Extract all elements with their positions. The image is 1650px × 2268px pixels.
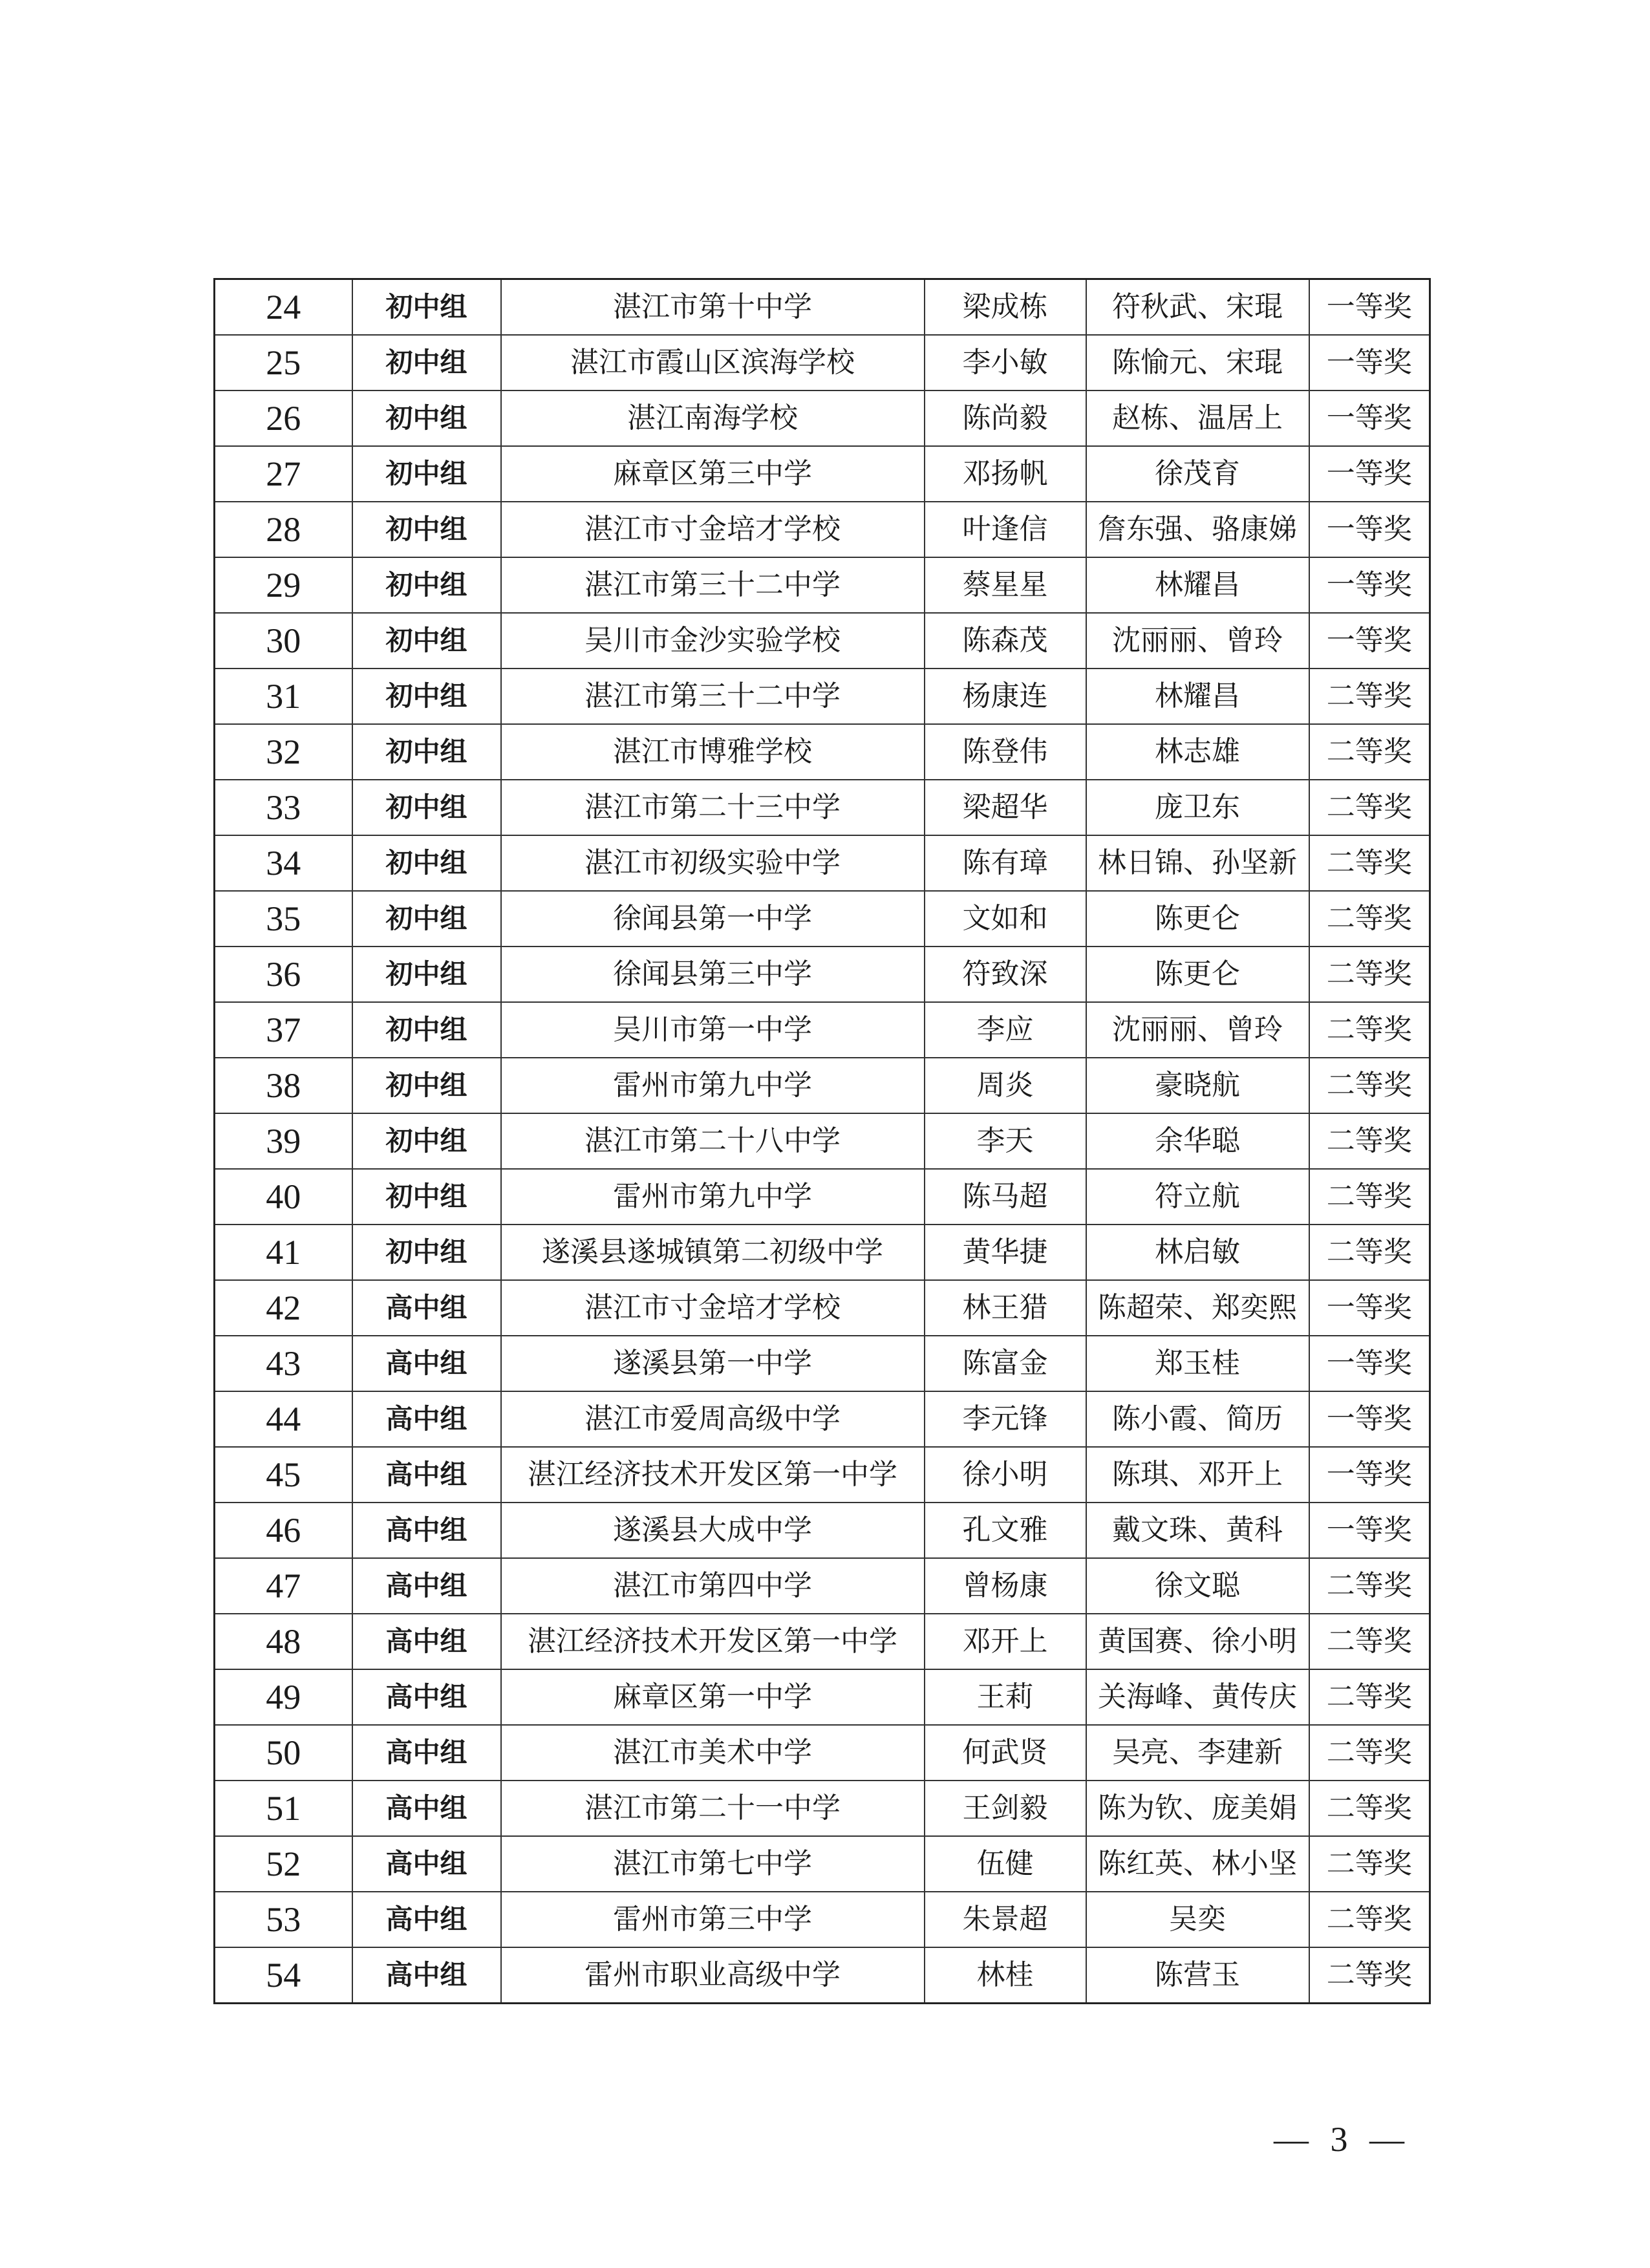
teacher-cell: 赵栋、温居上 — [1086, 390, 1309, 446]
group-cell: 初中组 — [352, 1169, 501, 1225]
teacher-cell: 陈为钦、庞美娟 — [1086, 1781, 1309, 1836]
group-cell: 初中组 — [352, 947, 501, 1002]
table-row — [215, 724, 1430, 780]
row-number: 46 — [215, 1503, 352, 1558]
teacher-cell: 陈更仑 — [1086, 891, 1309, 947]
student-cell: 陈有璋 — [925, 835, 1086, 891]
school-cell: 湛江市霞山区滨海学校 — [501, 335, 925, 390]
teacher-cell: 郑玉桂 — [1086, 1336, 1309, 1391]
group-cell: 高中组 — [352, 1447, 501, 1503]
group-cell: 初中组 — [352, 390, 501, 446]
award-cell: 二等奖 — [1309, 947, 1430, 1002]
row-number: 50 — [215, 1725, 352, 1781]
row-number: 24 — [215, 279, 352, 336]
table-row — [215, 613, 1430, 669]
group-cell: 初中组 — [352, 1002, 501, 1058]
student-cell: 符致深 — [925, 947, 1086, 1002]
teacher-cell: 林志雄 — [1086, 724, 1309, 780]
award-cell: 二等奖 — [1309, 1892, 1430, 1947]
table-row — [215, 1447, 1430, 1503]
school-cell: 麻章区第一中学 — [501, 1669, 925, 1725]
group-cell: 高中组 — [352, 1280, 501, 1336]
school-cell: 雷州市第九中学 — [501, 1058, 925, 1113]
table-row — [215, 1002, 1430, 1058]
group-cell: 初中组 — [352, 446, 501, 502]
row-number: 45 — [215, 1447, 352, 1503]
row-number: 37 — [215, 1002, 352, 1058]
student-cell: 陈森茂 — [925, 613, 1086, 669]
table-row — [215, 1892, 1430, 1947]
row-number: 33 — [215, 780, 352, 835]
row-number: 32 — [215, 724, 352, 780]
teacher-cell: 陈红英、林小坚 — [1086, 1836, 1309, 1892]
table-row — [215, 279, 1430, 336]
teacher-cell: 庞卫东 — [1086, 780, 1309, 835]
group-cell: 初中组 — [352, 502, 501, 557]
school-cell: 吴川市金沙实验学校 — [501, 613, 925, 669]
student-cell: 邓扬帆 — [925, 446, 1086, 502]
award-cell: 二等奖 — [1309, 1836, 1430, 1892]
row-number: 38 — [215, 1058, 352, 1113]
group-cell: 高中组 — [352, 1503, 501, 1558]
award-cell: 一等奖 — [1309, 1391, 1430, 1447]
school-cell: 雷州市职业高级中学 — [501, 1947, 925, 2004]
group-cell: 初中组 — [352, 669, 501, 724]
award-cell: 二等奖 — [1309, 1113, 1430, 1169]
teacher-cell: 符立航 — [1086, 1169, 1309, 1225]
row-number: 34 — [215, 835, 352, 891]
table-row — [215, 835, 1430, 891]
student-cell: 邓开上 — [925, 1614, 1086, 1669]
table-row — [215, 1725, 1430, 1781]
award-cell: 一等奖 — [1309, 446, 1430, 502]
school-cell: 湛江市第三十二中学 — [501, 557, 925, 613]
row-number: 41 — [215, 1225, 352, 1280]
table-row — [215, 669, 1430, 724]
group-cell: 初中组 — [352, 335, 501, 390]
row-number: 44 — [215, 1391, 352, 1447]
table-row — [215, 1947, 1430, 2004]
award-cell: 二等奖 — [1309, 1781, 1430, 1836]
table-row — [215, 1614, 1430, 1669]
teacher-cell: 吴亮、李建新 — [1086, 1725, 1309, 1781]
group-cell: 高中组 — [352, 1781, 501, 1836]
school-cell: 雷州市第九中学 — [501, 1169, 925, 1225]
school-cell: 湛江市寸金培才学校 — [501, 502, 925, 557]
table-row — [215, 1669, 1430, 1725]
school-cell: 雷州市第三中学 — [501, 1892, 925, 1947]
teacher-cell: 黄国赛、徐小明 — [1086, 1614, 1309, 1669]
row-number: 39 — [215, 1113, 352, 1169]
award-cell: 二等奖 — [1309, 1558, 1430, 1614]
group-cell: 初中组 — [352, 1113, 501, 1169]
group-cell: 高中组 — [352, 1614, 501, 1669]
group-cell: 初中组 — [352, 724, 501, 780]
row-number: 29 — [215, 557, 352, 613]
row-number: 48 — [215, 1614, 352, 1669]
group-cell: 高中组 — [352, 1669, 501, 1725]
award-cell: 二等奖 — [1309, 669, 1430, 724]
student-cell: 朱景超 — [925, 1892, 1086, 1947]
award-cell: 二等奖 — [1309, 724, 1430, 780]
school-cell: 湛江市第二十三中学 — [501, 780, 925, 835]
award-cell: 一等奖 — [1309, 279, 1430, 336]
school-cell: 吴川市第一中学 — [501, 1002, 925, 1058]
group-cell: 初中组 — [352, 1225, 501, 1280]
row-number: 35 — [215, 891, 352, 947]
award-table — [213, 278, 1431, 2004]
teacher-cell: 陈营玉 — [1086, 1947, 1309, 2004]
row-number: 52 — [215, 1836, 352, 1892]
table-row — [215, 1280, 1430, 1336]
row-number: 40 — [215, 1169, 352, 1225]
table-row — [215, 1781, 1430, 1836]
table-row — [215, 557, 1430, 613]
teacher-cell: 陈超荣、郑奕熙 — [1086, 1280, 1309, 1336]
award-cell: 二等奖 — [1309, 1225, 1430, 1280]
school-cell: 遂溪县第一中学 — [501, 1336, 925, 1391]
group-cell: 高中组 — [352, 1558, 501, 1614]
group-cell: 初中组 — [352, 1058, 501, 1113]
award-cell: 一等奖 — [1309, 1503, 1430, 1558]
teacher-cell: 徐文聪 — [1086, 1558, 1309, 1614]
teacher-cell: 吴奕 — [1086, 1892, 1309, 1947]
teacher-cell: 戴文珠、黄科 — [1086, 1503, 1309, 1558]
school-cell: 麻章区第三中学 — [501, 446, 925, 502]
row-number: 30 — [215, 613, 352, 669]
row-number: 25 — [215, 335, 352, 390]
award-cell: 一等奖 — [1309, 613, 1430, 669]
school-cell: 遂溪县遂城镇第二初级中学 — [501, 1225, 925, 1280]
page-number: — 3 — — [1274, 2120, 1411, 2159]
teacher-cell: 符秋武、宋琨 — [1086, 279, 1309, 336]
student-cell: 叶逢信 — [925, 502, 1086, 557]
school-cell: 湛江市第七中学 — [501, 1836, 925, 1892]
row-number: 43 — [215, 1336, 352, 1391]
award-cell: 一等奖 — [1309, 335, 1430, 390]
student-cell: 林桂 — [925, 1947, 1086, 2004]
group-cell: 高中组 — [352, 1947, 501, 2004]
student-cell: 林王猎 — [925, 1280, 1086, 1336]
teacher-cell: 豪晓航 — [1086, 1058, 1309, 1113]
group-cell: 高中组 — [352, 1725, 501, 1781]
table-row — [215, 1836, 1430, 1892]
award-cell: 一等奖 — [1309, 502, 1430, 557]
award-cell: 二等奖 — [1309, 1002, 1430, 1058]
table-row — [215, 780, 1430, 835]
teacher-cell: 陈更仑 — [1086, 947, 1309, 1002]
table-row — [215, 502, 1430, 557]
student-cell: 陈富金 — [925, 1336, 1086, 1391]
table-row — [215, 1225, 1430, 1280]
award-cell: 二等奖 — [1309, 891, 1430, 947]
row-number: 53 — [215, 1892, 352, 1947]
student-cell: 李小敏 — [925, 335, 1086, 390]
table-row — [215, 1058, 1430, 1113]
row-number: 31 — [215, 669, 352, 724]
row-number: 28 — [215, 502, 352, 557]
row-number: 51 — [215, 1781, 352, 1836]
school-cell: 湛江市初级实验中学 — [501, 835, 925, 891]
teacher-cell: 陈愉元、宋琨 — [1086, 335, 1309, 390]
school-cell: 湛江市第十中学 — [501, 279, 925, 336]
row-number: 27 — [215, 446, 352, 502]
student-cell: 王剑毅 — [925, 1781, 1086, 1836]
student-cell: 曾杨康 — [925, 1558, 1086, 1614]
teacher-cell: 詹东强、骆康娣 — [1086, 502, 1309, 557]
table-row — [215, 1503, 1430, 1558]
school-cell: 湛江市第三十二中学 — [501, 669, 925, 724]
school-cell: 湛江经济技术开发区第一中学 — [501, 1447, 925, 1503]
table-row — [215, 891, 1430, 947]
group-cell: 初中组 — [352, 891, 501, 947]
teacher-cell: 林日锦、孙坚新 — [1086, 835, 1309, 891]
teacher-cell: 林启敏 — [1086, 1225, 1309, 1280]
school-cell: 湛江市寸金培才学校 — [501, 1280, 925, 1336]
row-number: 26 — [215, 390, 352, 446]
teacher-cell: 陈琪、邓开上 — [1086, 1447, 1309, 1503]
school-cell: 湛江市博雅学校 — [501, 724, 925, 780]
teacher-cell: 沈丽丽、曾玲 — [1086, 613, 1309, 669]
table-row — [215, 1169, 1430, 1225]
award-cell: 二等奖 — [1309, 1058, 1430, 1113]
table-row — [215, 1113, 1430, 1169]
school-cell: 徐闻县第三中学 — [501, 947, 925, 1002]
student-cell: 黄华捷 — [925, 1225, 1086, 1280]
school-cell: 湛江市第二十一中学 — [501, 1781, 925, 1836]
school-cell: 遂溪县大成中学 — [501, 1503, 925, 1558]
award-cell: 一等奖 — [1309, 1447, 1430, 1503]
school-cell: 湛江经济技术开发区第一中学 — [501, 1614, 925, 1669]
group-cell: 初中组 — [352, 279, 501, 336]
group-cell: 初中组 — [352, 613, 501, 669]
award-cell: 二等奖 — [1309, 835, 1430, 891]
student-cell: 杨康连 — [925, 669, 1086, 724]
student-cell: 陈尚毅 — [925, 390, 1086, 446]
award-cell: 二等奖 — [1309, 1725, 1430, 1781]
school-cell: 湛江市第二十八中学 — [501, 1113, 925, 1169]
student-cell: 伍健 — [925, 1836, 1086, 1892]
teacher-cell: 徐茂育 — [1086, 446, 1309, 502]
school-cell: 湛江市第四中学 — [501, 1558, 925, 1614]
row-number: 42 — [215, 1280, 352, 1336]
table-row — [215, 390, 1430, 446]
award-cell: 一等奖 — [1309, 1280, 1430, 1336]
student-cell: 何武贤 — [925, 1725, 1086, 1781]
row-number: 47 — [215, 1558, 352, 1614]
student-cell: 周炎 — [925, 1058, 1086, 1113]
student-cell: 孔文雅 — [925, 1503, 1086, 1558]
group-cell: 高中组 — [352, 1336, 501, 1391]
table-row — [215, 335, 1430, 390]
teacher-cell: 陈小霞、简历 — [1086, 1391, 1309, 1447]
group-cell: 初中组 — [352, 835, 501, 891]
student-cell: 蔡星星 — [925, 557, 1086, 613]
group-cell: 高中组 — [352, 1892, 501, 1947]
award-cell: 二等奖 — [1309, 1947, 1430, 2004]
school-cell: 湛江市爱周高级中学 — [501, 1391, 925, 1447]
teacher-cell: 林耀昌 — [1086, 669, 1309, 724]
award-cell: 二等奖 — [1309, 1614, 1430, 1669]
student-cell: 梁成栋 — [925, 279, 1086, 336]
teacher-cell: 关海峰、黄传庆 — [1086, 1669, 1309, 1725]
group-cell: 高中组 — [352, 1836, 501, 1892]
student-cell: 李应 — [925, 1002, 1086, 1058]
row-number: 54 — [215, 1947, 352, 2004]
student-cell: 李天 — [925, 1113, 1086, 1169]
award-cell: 一等奖 — [1309, 557, 1430, 613]
table-row — [215, 446, 1430, 502]
school-cell: 湛江南海学校 — [501, 390, 925, 446]
school-cell: 湛江市美术中学 — [501, 1725, 925, 1781]
award-cell: 一等奖 — [1309, 390, 1430, 446]
table-row — [215, 947, 1430, 1002]
teacher-cell: 沈丽丽、曾玲 — [1086, 1002, 1309, 1058]
table-row — [215, 1558, 1430, 1614]
group-cell: 高中组 — [352, 1391, 501, 1447]
student-cell: 徐小明 — [925, 1447, 1086, 1503]
school-cell: 徐闻县第一中学 — [501, 891, 925, 947]
teacher-cell: 余华聪 — [1086, 1113, 1309, 1169]
award-cell: 二等奖 — [1309, 1169, 1430, 1225]
award-cell: 二等奖 — [1309, 1669, 1430, 1725]
group-cell: 初中组 — [352, 557, 501, 613]
award-cell: 一等奖 — [1309, 1336, 1430, 1391]
table-row — [215, 1336, 1430, 1391]
student-cell: 陈登伟 — [925, 724, 1086, 780]
award-table-body — [215, 279, 1430, 2004]
row-number: 36 — [215, 947, 352, 1002]
award-cell: 二等奖 — [1309, 780, 1430, 835]
student-cell: 王莉 — [925, 1669, 1086, 1725]
student-cell: 文如和 — [925, 891, 1086, 947]
table-row — [215, 1391, 1430, 1447]
student-cell: 李元锋 — [925, 1391, 1086, 1447]
student-cell: 陈马超 — [925, 1169, 1086, 1225]
group-cell: 初中组 — [352, 780, 501, 835]
student-cell: 梁超华 — [925, 780, 1086, 835]
row-number: 49 — [215, 1669, 352, 1725]
teacher-cell: 林耀昌 — [1086, 557, 1309, 613]
